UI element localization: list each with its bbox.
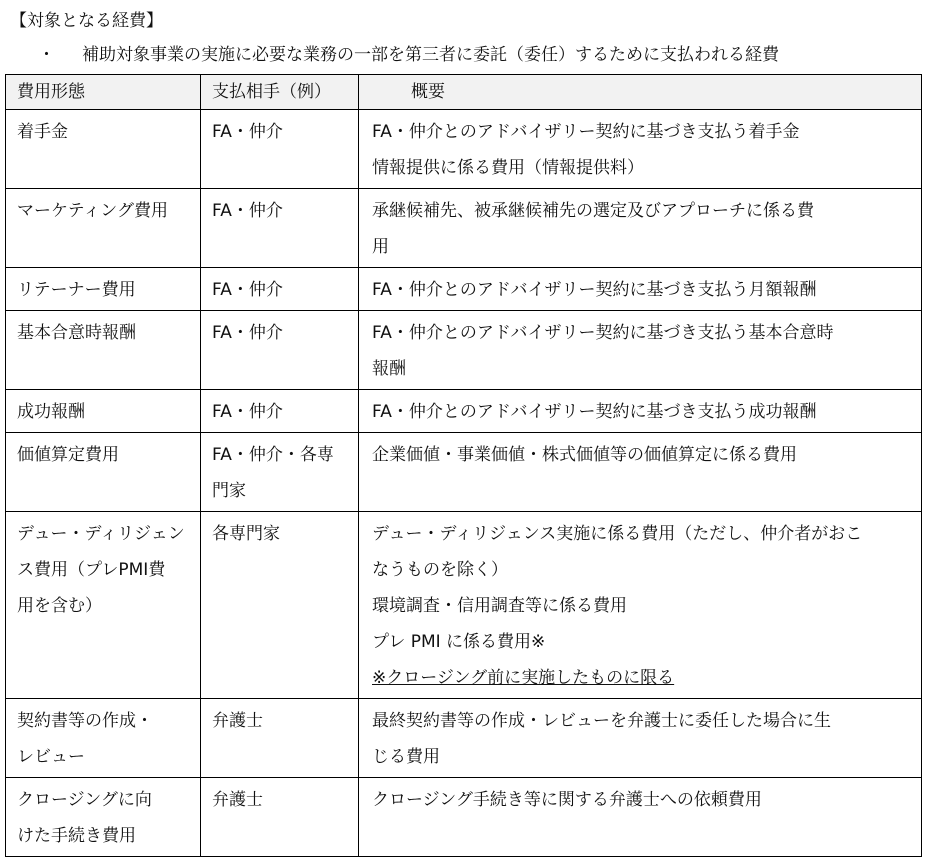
cell-payee [201,311,359,390]
section-heading: 【対象となる経費】 [10,11,163,31]
table-row [6,390,922,433]
cell-line: レビュー [17,747,85,767]
table-body [6,110,922,857]
expense-table [5,74,922,857]
cell-line: 基本合意時報酬 [17,323,136,343]
cell-line: FA・仲介とのアドバイザリー契約に基づき支払う着手金 [372,122,800,142]
summary-note: ※クロージング前に実施したものに限る [372,668,675,688]
cell-line: 契約書等の作成・ [17,711,153,731]
cell-line: FA・仲介とのアドバイザリー契約に基づき支払う成功報酬 [372,402,817,422]
cell-line: FA・仲介 [212,323,283,343]
table-row [6,699,922,778]
table-header-row [6,75,922,110]
cell-expense-type [6,110,201,189]
cell-line: なうものを除く） [372,560,508,580]
table-row [6,433,922,512]
cell-line: ス費用（プレPMI費 [17,560,166,580]
cell-line: 承継候補先、被承継候補先の選定及びアプローチに係る費 [372,201,814,221]
cell-line: デュー・ディリジェン [17,524,185,544]
cell-payee [201,778,359,857]
cell-line: 報酬 [372,359,406,379]
cell-payee [201,189,359,268]
cell-line: FA・仲介とのアドバイザリー契約に基づき支払う月額報酬 [372,280,817,300]
cell-line: FA・仲介 [212,280,283,300]
cell-line: クロージングに向 [17,790,152,810]
header-payee: 支払相手（例） [201,75,359,110]
cell-payee [201,110,359,189]
cell-summary [359,390,922,433]
cell-line: じる費用 [372,747,440,767]
cell-line: 環境調査・信用調査等に係る費用 [372,596,627,616]
cell-line: 門家 [212,481,246,501]
cell-line: 価値算定費用 [17,445,119,465]
cell-summary [359,110,922,189]
cell-line: 着手金 [17,122,68,142]
cell-expense-type [6,433,201,512]
cell-summary [359,433,922,512]
header-expense-type: 費用形態 [6,75,201,110]
header-summary: 概要 [359,75,922,110]
cell-line: リテーナー費用 [17,280,136,300]
cell-line: プレ PMI に係る費用※ [372,632,546,652]
bullet-item [38,42,779,68]
table-row [6,778,922,857]
cell-payee [201,433,359,512]
cell-line: 最終契約書等の作成・レビューを弁護士に委任した場合に生 [372,711,831,731]
cell-line: FA・仲介とのアドバイザリー契約に基づき支払う基本合意時 [372,323,834,343]
cell-payee [201,512,359,699]
table-row [6,311,922,390]
cell-expense-type [6,268,201,311]
cell-line: 企業価値・事業価値・株式価値等の価値算定に係る費用 [372,445,797,465]
cell-line: 各専門家 [212,524,280,544]
cell-summary [359,311,922,390]
cell-summary [359,699,922,778]
cell-line: 弁護士 [212,711,263,731]
cell-expense-type [6,699,201,778]
cell-expense-type [6,512,201,699]
cell-line: 情報提供に係る費用（情報提供料） [372,158,644,178]
cell-summary [359,778,922,857]
cell-line: デュー・ディリジェンス実施に係る費用（ただし、仲介者がおこ [372,524,863,544]
cell-line: マーケティング費用 [17,201,168,221]
cell-expense-type [6,390,201,433]
cell-payee [201,390,359,433]
cell-line: 弁護士 [212,790,263,810]
cell-expense-type [6,778,201,857]
cell-expense-type [6,311,201,390]
cell-line: FA・仲介 [212,402,283,422]
cell-summary [359,512,922,699]
cell-line: 用 [372,237,389,257]
table-row [6,110,922,189]
cell-line: 成功報酬 [17,402,85,422]
cell-summary [359,268,922,311]
table-row [6,512,922,699]
cell-line: FA・仲介 [212,122,283,142]
cell-payee [201,268,359,311]
table-row [6,268,922,311]
bullet-text: 補助対象事業の実施に必要な業務の一部を第三者に委託（委任）するために支払われる経費 [82,45,779,65]
cell-summary [359,189,922,268]
bullet-mark: ・ [38,45,55,65]
cell-line: FA・仲介 [212,201,283,221]
cell-expense-type [6,189,201,268]
cell-line: 用を含む） [17,596,102,616]
cell-line: クロージング手続き等に関する弁護士への依頼費用 [372,790,762,810]
cell-line: けた手続き費用 [17,826,136,846]
cell-line: FA・仲介・各専 [212,445,334,465]
table-row [6,189,922,268]
cell-payee [201,699,359,778]
